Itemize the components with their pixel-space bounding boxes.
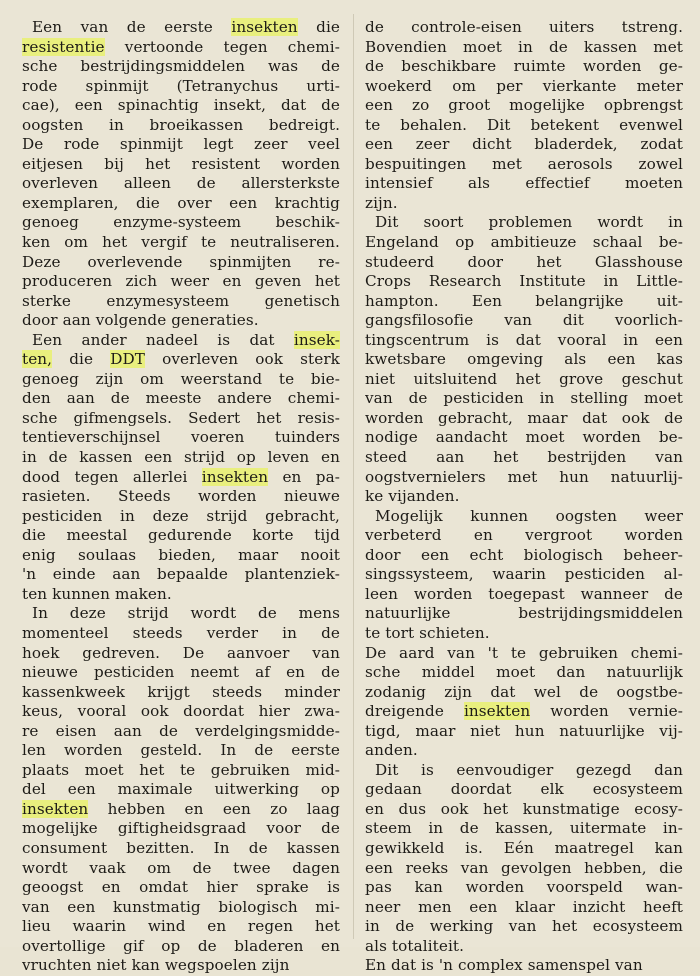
text-line	[365, 585, 683, 605]
text-line	[22, 604, 340, 624]
text-run: ke vijanden.	[365, 487, 460, 506]
text-run: rasieten. Steeds worden nieuwe	[22, 487, 340, 506]
text-run: in de kassen een strijd op leven en	[22, 448, 340, 467]
text-run: nodige aandacht moet worden be-	[365, 428, 683, 447]
text-run: pas kan worden voorspeld wan-	[365, 878, 683, 897]
text-line	[365, 956, 683, 976]
text-line	[22, 311, 340, 331]
text-run: pesticiden in deze strijd gebracht,	[22, 506, 340, 525]
text-line	[22, 370, 340, 390]
text-run: Deze overlevende spinmijten re-	[22, 252, 340, 271]
text-run: mogelijke giftigheidsgraad voor de	[22, 819, 340, 838]
text-run: door een echt biologisch beheer-	[365, 545, 683, 564]
article-column-left	[22, 18, 340, 976]
text-line	[22, 917, 340, 937]
highlighted-term: resistentie	[22, 37, 105, 56]
column-divider	[353, 14, 354, 939]
highlighted-term: insekten	[201, 467, 269, 486]
text-run: kwetsbare omgeving als een kas	[365, 350, 683, 369]
text-run: natuurlijke bestrijdingsmiddelen	[365, 604, 683, 623]
text-run: re eisen aan de verdelgingsmidde-	[22, 721, 340, 740]
text-run: oogsten in broeikassen bedreigt.	[22, 115, 340, 134]
text-line	[22, 800, 340, 820]
text-run: steed aan het bestrijden van	[365, 448, 683, 467]
text-run: die meestal gedurende korte tijd	[22, 526, 340, 545]
text-run: steem in de kassen, uitermate in-	[365, 819, 683, 838]
text-line	[22, 937, 340, 957]
text-line	[365, 819, 683, 839]
text-line	[22, 722, 340, 742]
text-line	[22, 565, 340, 585]
text-run: del een maximale uitwerking op	[22, 780, 340, 799]
text-run: hoek gedreven. De aanvoer van	[22, 643, 340, 662]
text-line	[22, 272, 340, 292]
highlighted-term: DDT	[110, 350, 145, 369]
text-run: zodanig zijn dat wel de oogstbe-	[365, 682, 683, 701]
text-run: te tort schieten.	[365, 623, 490, 642]
text-run: 'n einde aan bepaalde plantenziek-	[22, 565, 340, 584]
text-line	[365, 272, 683, 292]
text-line	[22, 526, 340, 546]
text-line	[22, 819, 340, 839]
text-line	[22, 956, 340, 976]
text-run: woekerd om per vierkante meter	[365, 76, 683, 95]
text-line	[365, 409, 683, 429]
text-run: intensief als effectief moeten	[365, 174, 683, 193]
text-run: neer men een klaar inzicht heeft	[365, 897, 683, 916]
text-run: als totaliteit.	[365, 936, 465, 955]
text-line	[22, 839, 340, 859]
text-run: enig soulaas bieden, maar nooit	[22, 545, 340, 564]
text-line	[365, 213, 683, 233]
text-run: zijn.	[365, 193, 398, 212]
text-line	[22, 38, 340, 58]
text-run: hebben en een zo laag	[88, 799, 340, 818]
text-line	[365, 468, 683, 488]
highlighted-term: insekten	[463, 702, 531, 721]
text-run: sche middel moet dan natuurlijk	[365, 663, 683, 682]
text-line	[22, 213, 340, 233]
text-line	[22, 859, 340, 879]
text-line	[22, 428, 340, 448]
text-line	[365, 624, 683, 644]
text-run: genoeg enzyme-systeem beschik-	[22, 213, 340, 232]
text-run: van de pesticiden in stelling moet	[365, 389, 683, 408]
text-line	[22, 468, 340, 488]
text-line	[365, 663, 683, 683]
text-run: rode spinmijt (Tetranychus urti-	[22, 76, 340, 95]
text-line	[365, 96, 683, 116]
text-run: len worden gesteld. In de eerste	[22, 741, 340, 760]
text-line	[22, 878, 340, 898]
highlighted-term: ten,	[22, 350, 53, 369]
text-run: cae), een spinachtig insekt, dat de	[22, 96, 340, 115]
text-line	[22, 683, 340, 703]
text-run: hampton. Een belangrijke uit-	[365, 291, 683, 310]
text-run: produceren zich weer en geven het	[22, 272, 340, 291]
text-line	[365, 116, 683, 136]
text-run: overleven ook sterk	[144, 350, 340, 369]
text-run: wordt vaak om de twee dagen	[22, 858, 340, 877]
text-line	[22, 116, 340, 136]
article-column-right	[365, 18, 683, 976]
text-line	[22, 644, 340, 664]
highlighted-term: insekten	[231, 18, 298, 36]
text-run: een zeer dicht bladerdek, zodat	[365, 135, 683, 154]
text-line	[22, 292, 340, 312]
text-run: keus, vooral ook doordat hier zwa-	[22, 702, 340, 721]
text-line	[22, 702, 340, 722]
text-run: vruchten niet kan wegspoelen zijn	[22, 956, 290, 975]
text-run: sche bestrijdingsmiddelen was de	[22, 57, 340, 76]
text-line	[365, 546, 683, 566]
text-run: geoogst en omdat hier sprake is	[22, 878, 340, 897]
text-line	[22, 507, 340, 527]
text-run: een zo groot mogelijke opbrengst	[365, 96, 683, 115]
text-line	[22, 546, 340, 566]
text-run: en dus ook het kunstmatige ecosy-	[365, 799, 683, 818]
text-line	[365, 800, 683, 820]
text-run: niet uitsluitend het grove geschut	[365, 369, 683, 388]
text-line	[22, 135, 340, 155]
text-line	[365, 526, 683, 546]
text-run: momenteel steeds verder in de	[22, 623, 340, 642]
text-line	[22, 96, 340, 116]
text-run: Dit soort problemen wordt in	[375, 213, 683, 232]
text-line	[22, 448, 340, 468]
text-run: De aard van 't te gebruiken chemi-	[365, 643, 683, 662]
text-line	[365, 292, 683, 312]
text-line	[22, 174, 340, 194]
text-run: singssysteem, waarin pesticiden al-	[365, 565, 683, 584]
text-line	[365, 937, 683, 957]
text-line	[365, 741, 683, 761]
text-line	[365, 174, 683, 194]
text-line	[365, 702, 683, 722]
text-run: door aan volgende generaties.	[22, 311, 259, 330]
text-line	[22, 233, 340, 253]
text-line	[365, 917, 683, 937]
text-line	[365, 448, 683, 468]
text-run: anden.	[365, 741, 418, 760]
text-line	[365, 389, 683, 409]
text-run: tentieverschijnsel voeren tuinders	[22, 428, 340, 447]
text-run: ken om het vergif te neutraliseren.	[22, 233, 340, 252]
text-run: tigd, maar niet hun natuurlijke vij-	[365, 721, 683, 740]
text-run: bespuitingen met aerosols zowel	[365, 154, 683, 173]
text-run: Crops Research Institute in Little-	[365, 272, 683, 291]
text-line	[365, 155, 683, 175]
text-line	[22, 585, 340, 605]
text-line	[365, 839, 683, 859]
text-line	[365, 604, 683, 624]
text-run: die	[52, 350, 111, 369]
text-line	[365, 77, 683, 97]
text-line	[22, 18, 340, 38]
text-line	[365, 350, 683, 370]
text-line	[22, 663, 340, 683]
text-line	[22, 624, 340, 644]
text-run: worden gebracht, maar dat ook de	[365, 408, 683, 427]
text-line	[22, 155, 340, 175]
text-run: ten kunnen maken.	[22, 584, 172, 603]
text-run: tingscentrum is dat vooral in een	[365, 330, 683, 349]
text-run: gedaan doordat elk ecosysteem	[365, 780, 683, 799]
text-run: worden vernie-	[530, 702, 683, 721]
text-line	[22, 389, 340, 409]
text-run: sche gifmengsels. Sedert het resis-	[22, 408, 340, 427]
text-run: dood tegen allerlei	[22, 467, 202, 486]
text-line	[365, 311, 683, 331]
text-line	[365, 487, 683, 507]
text-run: en pa-	[268, 467, 340, 486]
text-line	[365, 859, 683, 879]
text-run: Bovendien moet in de kassen met	[365, 37, 683, 56]
text-run: kassenkweek krijgt steeds minder	[22, 682, 340, 701]
text-line	[365, 761, 683, 781]
text-line	[22, 57, 340, 77]
text-line	[365, 18, 683, 38]
text-run: die	[297, 18, 340, 36]
text-run: Engeland op ambitieuze schaal be-	[365, 233, 683, 252]
text-run: De rode spinmijt legt zeer veel	[22, 135, 340, 154]
text-line	[22, 409, 340, 429]
text-line	[22, 487, 340, 507]
text-line	[365, 683, 683, 703]
highlighted-term: insek-	[293, 330, 340, 349]
text-run: in de werking van het ecosysteem	[365, 917, 683, 936]
text-run: Een van de eerste	[32, 18, 232, 36]
text-run: verbeterd en vergroot worden	[365, 526, 683, 545]
text-run: de controle-eisen uiters tstreng.	[365, 18, 683, 36]
text-line	[365, 780, 683, 800]
text-line	[365, 878, 683, 898]
text-line	[365, 57, 683, 77]
text-line	[22, 780, 340, 800]
text-run: overtollige gif op de bladeren en	[22, 936, 340, 955]
text-run: genoeg zijn om weerstand te bie-	[22, 369, 340, 388]
text-run: En dat is 'n complex samenspel van	[365, 956, 643, 975]
text-line	[22, 253, 340, 273]
text-run: de beschikbare ruimte worden ge-	[365, 57, 683, 76]
text-line	[365, 331, 683, 351]
text-line	[22, 350, 340, 370]
text-run: exemplaren, die over een krachtig	[22, 193, 340, 212]
text-line	[22, 741, 340, 761]
text-run: Dit is eenvoudiger gezegd dan	[375, 760, 683, 779]
text-line	[365, 135, 683, 155]
text-line	[365, 253, 683, 273]
text-run: gangsfilosofie van dit voorlich-	[365, 311, 683, 330]
text-run: sterke enzymesysteem genetisch	[22, 291, 340, 310]
text-line	[365, 194, 683, 214]
text-run: studeerd door het Glasshouse	[365, 252, 683, 271]
text-run: nieuwe pesticiden neemt af en de	[22, 663, 340, 682]
text-line	[365, 644, 683, 664]
text-run: gewikkeld is. Eén maatregel kan	[365, 838, 683, 857]
text-run: eitjesen bij het resistent worden	[22, 154, 340, 173]
text-line	[365, 233, 683, 253]
text-line	[365, 507, 683, 527]
text-line	[22, 194, 340, 214]
text-run: overleven alleen de allersterkste	[22, 174, 340, 193]
text-run: leen worden toegepast wanneer de	[365, 584, 683, 603]
text-run: vertoonde tegen chemi-	[104, 37, 340, 56]
text-line	[365, 898, 683, 918]
text-line	[365, 722, 683, 742]
text-run: te behalen. Dit betekent evenwel	[365, 115, 683, 134]
text-line	[22, 898, 340, 918]
text-line	[22, 77, 340, 97]
text-run: een reeks van gevolgen hebben, die	[365, 858, 683, 877]
text-run: van een kunstmatig biologisch mi-	[22, 897, 340, 916]
text-run: oogstvernielers met hun natuurlij-	[365, 467, 683, 486]
text-line	[365, 370, 683, 390]
text-run: Mogelijk kunnen oogsten weer	[375, 506, 683, 525]
text-run: Een ander nadeel is dat	[32, 330, 294, 349]
text-run: plaats moet het te gebruiken mid-	[22, 760, 340, 779]
text-line	[365, 428, 683, 448]
text-line	[22, 331, 340, 351]
text-line	[365, 565, 683, 585]
highlighted-term: insekten	[22, 799, 89, 818]
text-run: den aan de meeste andere chemi-	[22, 389, 340, 408]
text-run: dreigende	[365, 702, 464, 721]
text-line	[22, 761, 340, 781]
text-line	[365, 38, 683, 58]
text-run: In deze strijd wordt de mens	[32, 604, 340, 623]
text-run: lieu waarin wind en regen het	[22, 917, 340, 936]
text-run: consument bezitten. In de kassen	[22, 838, 340, 857]
